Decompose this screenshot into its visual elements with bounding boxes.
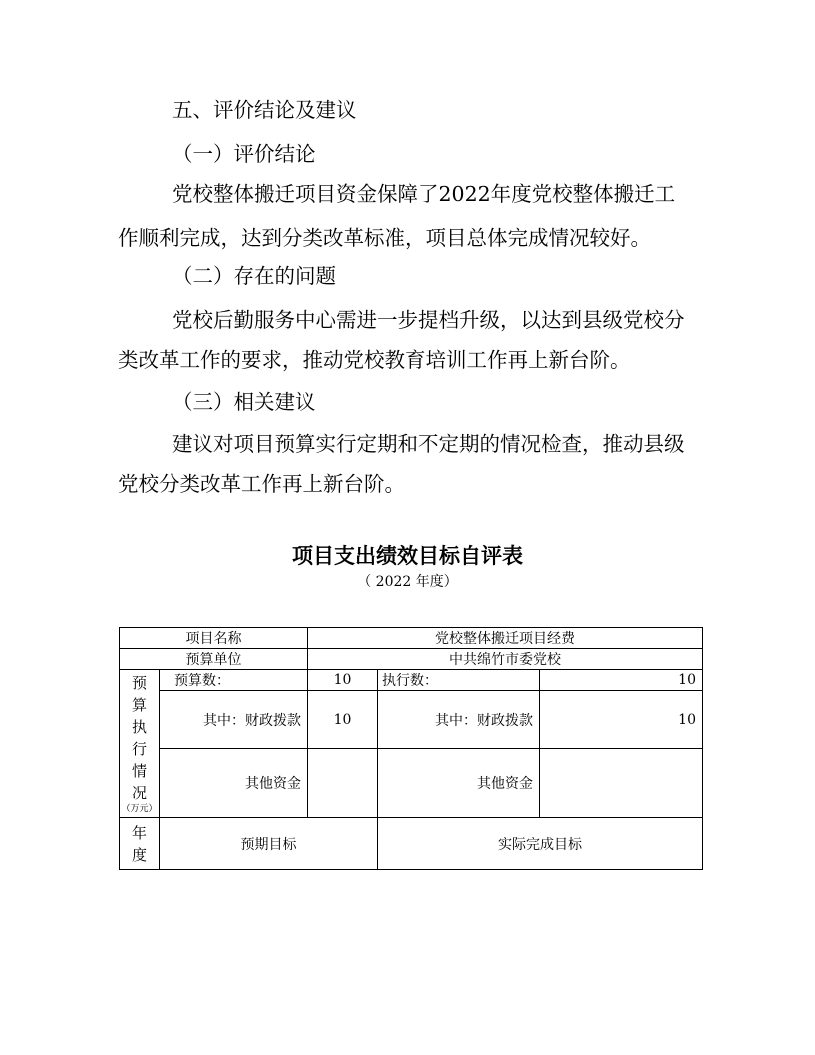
table-row — [120, 818, 703, 870]
fiscal-allocation-value-right: 10 — [540, 691, 703, 749]
year-header — [120, 818, 160, 870]
table-row — [120, 749, 703, 818]
other-funds-value-left — [308, 749, 378, 818]
performance-self-evaluation-table — [119, 627, 703, 870]
budget-count-label: 预算数： — [160, 670, 308, 691]
fiscal-allocation-label-left: 其中：财政拨款 — [160, 691, 308, 749]
paragraph-1-line-2: 作顺利完成，达到分类改革标准，项目总体完成情况较好。 — [118, 226, 651, 250]
exec-char: 预 — [131, 674, 147, 692]
exec-unit: （万元） — [121, 804, 158, 814]
budget-unit-label: 预算单位 — [120, 649, 308, 670]
table-row — [120, 691, 703, 749]
table-subtitle: （ 2022 年度） — [357, 574, 458, 590]
other-funds-label-left: 其他资金 — [160, 749, 308, 818]
other-funds-label-right: 其他资金 — [378, 749, 540, 818]
exec-count-value: 10 — [540, 670, 703, 691]
table-row — [120, 670, 703, 691]
paragraph-2-line-1: 党校后勤服务中心需进一步提档升级，以达到县级党校分 — [172, 308, 685, 332]
other-funds-value-right — [540, 749, 703, 818]
table-row — [120, 628, 703, 649]
project-name-value: 党校整体搬迁项目经费 — [308, 628, 703, 649]
table-row — [120, 649, 703, 670]
exec-char: 算 — [131, 696, 147, 714]
budget-execution-header — [120, 670, 160, 818]
exec-char: 况 — [131, 784, 147, 802]
exec-char: 行 — [131, 740, 147, 758]
budget-count-value: 10 — [308, 670, 378, 691]
paragraph-2-line-2: 类改革工作的要求，推动党校教育培训工作再上新台阶。 — [118, 348, 631, 372]
paragraph-3-line-2: 党校分类改革工作再上新台阶。 — [118, 472, 405, 496]
actual-goal-header: 实际完成目标 — [378, 818, 703, 870]
budget-unit-value: 中共绵竹市委党校 — [308, 649, 703, 670]
year-char: 度 — [131, 845, 147, 864]
fiscal-allocation-value-left: 10 — [308, 691, 378, 749]
exec-count-label: 执行数： — [378, 670, 540, 691]
paragraph-3-line-1: 建议对项目预算实行定期和不定期的情况检查，推动县级 — [172, 432, 685, 456]
subheading-existing-problems: （二）存在的问题 — [172, 264, 336, 288]
fiscal-allocation-label-right: 其中：财政拨款 — [378, 691, 540, 749]
section-heading-5: 五、评价结论及建议 — [172, 98, 357, 122]
table-title: 项目支出绩效目标自评表 — [292, 544, 523, 568]
paragraph-1-line-1: 党校整体搬迁项目资金保障了2022年度党校整体搬迁工 — [172, 182, 676, 206]
subheading-evaluation-conclusion: （一）评价结论 — [172, 142, 316, 166]
exec-char: 执 — [131, 718, 147, 736]
subheading-related-suggestions: （三）相关建议 — [172, 390, 316, 414]
year-char: 年 — [131, 823, 147, 842]
exec-char: 情 — [131, 762, 147, 780]
project-name-label: 项目名称 — [120, 628, 308, 649]
expected-goal-header: 预期目标 — [160, 818, 378, 870]
